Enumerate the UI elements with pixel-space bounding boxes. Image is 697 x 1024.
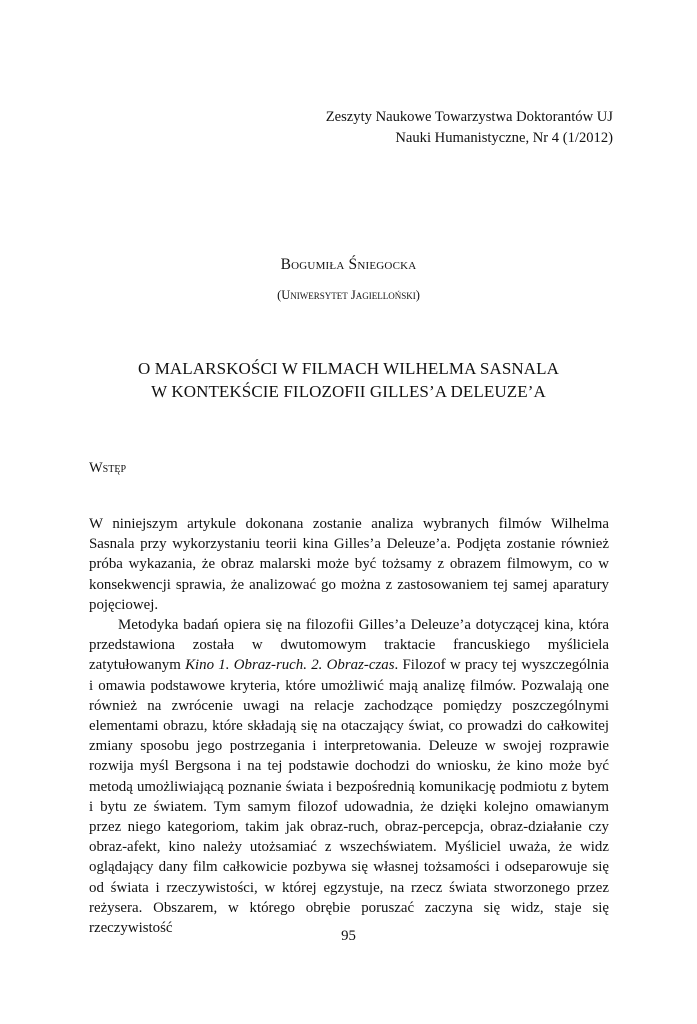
section-heading: Wstęp [89,460,127,476]
journal-header [326,107,613,149]
title-line-2: W KONTEKŚCIE FILOZOFII GILLES’A DELEUZE’A [151,382,546,401]
article-title [0,357,697,403]
paragraph-2 [89,615,609,938]
paragraph-1: W niniejszym artykule dokonana zostanie analiza wybranych filmów Wilhelma Sasnala przy wykorzystaniu teorii kina Gilles’a Deleuze’a. Podjęta zostanie również próba wykazania, że obraz malarski może być tożsamy z obrazem filmowym, co w konsekwencji sprawia, że analizować go można z zastosowaniem tej samej aparatury pojęciowej. [89,516,609,613]
book-title: Kino 1. Obraz-ruch. 2. Obraz-czas [185,657,395,674]
paragraph-2-text-end: . Filozof w pracy tej wyszczególnia i omawia podstawowe kryteria, które umożliwić mają analizę filmów. Pozwalają one również na zwrócenie uwagi na relacje zachodzące pomiędzy poszczególnymi elementami obrazu, które składają się na otaczający świat, co prowadzi do całkowitej zmiany sposobu jego postrzegania i interpretowania. Deleuze w swojej rozprawie rozwija myśl Bergsona i na tej podstawie dochodzi do wniosku, że kino może być metodą umożliwiającą poznanie świata i bezpośrednią komunikację podmiotu z bytem i bytu ze światem. Tym samym filozof udowadnia, że dzięki kolejno omawianym przez niego kategoriom, takim jak obraz-ruch, obraz-percepcja, obraz-działanie czy obraz-afekt, kino należy utożsamiać z wszechświatem. Myśliciel uważa, że widz oglądający dany film całkowicie pozbywa się własnej tożsamości i odseparowuje się od świata i rzeczywistości, w której egzystuje, na rzecz świata stworzonego przez reżysera. Obszarem, w którego obrębie poruszać zaczyna się widz, staje się rzeczywistość [89,657,609,937]
paragraph-2-text-start: Metodyka badań opiera się na filozofii Gilles’a Deleuze’a dotyczącej kina, która przedstawiona została w dwutomowym traktacie francuskiego myśliciela zatytułowanym [89,617,609,674]
author-affiliation: (Uniwersytet Jagielloński) [277,288,420,302]
journal-issue: Nauki Humanistyczne, Nr 4 (1/2012) [395,130,613,146]
body-text [89,514,609,938]
page-number: 95 [341,928,356,944]
journal-name: Zeszyty Naukowe Towarzystwa Doktorantów UJ [325,109,613,125]
title-line-1: O MALARSKOŚCI W FILMACH WILHELMA SASNALA [137,359,559,378]
author-name: Bogumiła Śniegocka [280,256,417,273]
